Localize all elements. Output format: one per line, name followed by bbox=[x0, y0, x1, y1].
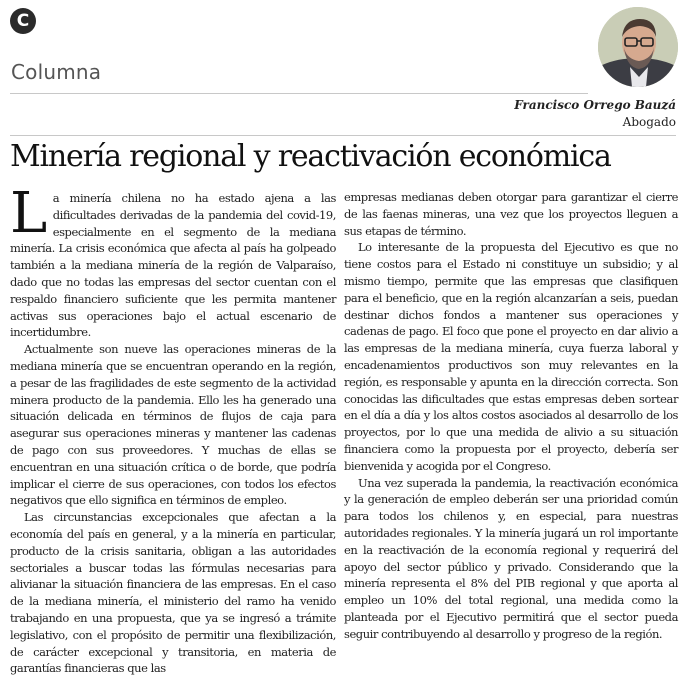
author-role: Abogado bbox=[622, 115, 676, 129]
article-headline: Minería regional y reactivación económica bbox=[10, 139, 611, 174]
author-photo bbox=[598, 7, 678, 87]
section-label: Columna bbox=[11, 60, 102, 84]
article-column-2 bbox=[344, 189, 678, 643]
column-badge: C bbox=[10, 8, 36, 34]
top-divider bbox=[10, 93, 588, 94]
article-paragraph: Las circunstancias excepcionales que afectan a la economía del país en general, y a la minería en particular, producto de la crisis sanitaria, obligan a las autoridades sectoriales a buscar todas las fórmulas necesarias para alivianar la situación financiera de las empresas. En el caso de la mediana minería, el ministerio del ramo ha venido trabajando en una propuesta, que ya se ingresó a trámite legislativo, con el propósito de permitir una flexibilización, de carácter excepcional y transitoria, en materia de garantías financieras que las bbox=[10, 510, 336, 676]
drop-cap: L bbox=[10, 181, 47, 246]
article-paragraph: La minería chilena no ha estado ajena a las dificultades derivadas de la pandemia del covid-19, especialmente en el segmento de la mediana minería. La crisis económica que afecta al país ha golpeado también a la mediana minería de la región de Valparaíso, dado que no todas las empresas del sector cuentan con el respaldo financiero suficiente que les permita mantener activas sus operaciones bajo el actual escenario de incertidumbre. bbox=[10, 181, 336, 340]
article-paragraph: Una vez superada la pandemia, la reactivación económica y la generación de empleo deberán ser una prioridad común para todos los chilenos y, en especial, para nuestras autoridades regionales. Y la minería jugará un rol importante en la reactivación de la economía regional y requerirá del apoyo del sector público y privado. Considerando que la minería representa el 8% del PIB regional y que aporta al empleo un 10% del total regional, una medida como la planteada por el Ejecutivo permitirá que el sector pueda seguir contribuyendo al desarrollo y progreso de la región. bbox=[344, 475, 678, 641]
author-byline bbox=[514, 97, 676, 131]
article-paragraph: Lo interesante de la propuesta del Ejecutivo es que no tiene costos para el Estado ni constituye un subsidio; y al mismo tiempo, permite que las empresas que clasifiquen para el beneficio, que en la región alcanzarían a seis, puedan destinar dichos fondos a mantener sus operaciones y cadenas de pago. El foco que pone el proyecto en dar alivio a las empresas de la mediana minería, cuya fuerza laboral y encadenamientos productivos son muy relevantes en la región, es responsable y apunta en la dirección correcta. Son conocidas las dificultades que estas empresas deben sortear en el día a día y los altos costos asociados al desarrollo de los proyectos, por lo que una medida de alivio a su situación financiera como la propuesta por el proyecto, debería ser bienvenida y acogida por el Congreso. bbox=[344, 240, 678, 473]
author-name: Francisco Orrego Bauzá bbox=[514, 98, 676, 112]
article-paragraph: empresas medianas deben otorgar para garantizar el cierre de las faenas mineras, una vez que los proyectos lleguen a sus etapas de término. bbox=[344, 190, 678, 238]
article-paragraph: Actualmente son nueve las operaciones mineras de la mediana minería que se encuentran operando en la región, a pesar de las fragilidades de este segmento de la actividad minera producto de la pandemia. Ello les ha generado una situación delicada en términos de flujos de caja para asegurar sus operaciones mineras y mantener las cadenas de pago con sus proveedores. Y muchas de ellas se encuentran en una situación crítica o de borde, que podría implicar el cierre de sus operaciones, con todos los efectos negativos que ello significa en términos de empleo. bbox=[10, 342, 336, 508]
article-column-1 bbox=[10, 181, 336, 677]
headline-divider bbox=[10, 135, 676, 136]
